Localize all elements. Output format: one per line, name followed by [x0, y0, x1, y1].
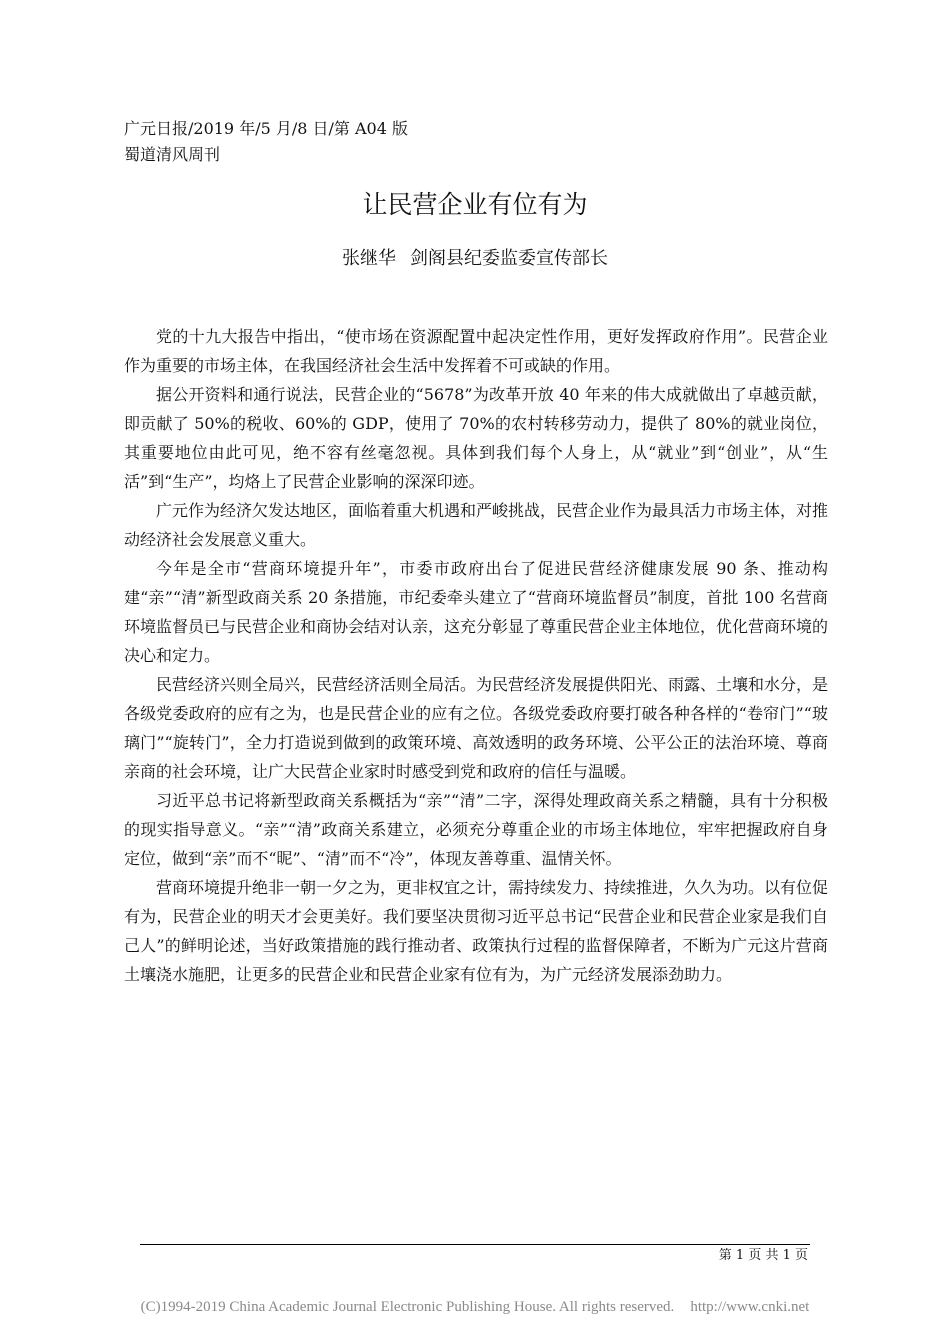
column-name: 蜀道清风周刊	[124, 145, 221, 164]
paragraph: 营商环境提升绝非一朝一夕之为，更非权宜之计，需持续发力、持续推进，久久为功。以有位促有为，民营企业的明天才会更美好。我们要坚决贯彻习近平总书记“民营企业和民营企业家是我们自己人”的鲜明论述，当好政策措施的践行推动者、政策执行过程的监督保障者，不断为广元这片营商土壤浇水施肥，让更多的民营企业和民营企业家有位有为，为广元经济发展添劲助力。	[124, 878, 829, 984]
paragraph: 今年是全市“营商环境提升年”，市委市政府出台了促进民营经济健康发展 90 条、推动构建“亲”“清”新型政商关系 20 条措施，市纪委牵头建立了“营商环境监督员”制度，首批 100 名营商环境监督员已与民营企业和商协会结对认亲，这充分彰显了尊重民营企业主体地位，优化营商环境的决心和定力。	[124, 559, 829, 665]
page-indicator: 第 1 页 共 1 页	[718, 1248, 808, 1263]
publication-source: 广元日报/2019 年/5 月/8 日/第 A04 版	[124, 119, 408, 138]
article-body	[124, 322, 828, 989]
cnki-link[interactable]: http://www.cnki.net	[690, 1299, 810, 1315]
paragraph: 党的十九大报告中指出，“使市场在资源配置中起决定性作用，更好发挥政府作用”。民营企业作为重要的市场主体，在我国经济社会生活中发挥着不可或缺的作用。	[124, 327, 828, 375]
copyright-text: (C)1994-2019 China Academic Journal Electronic Publishing House. All rights reserved.	[140, 1299, 675, 1315]
source-info	[124, 116, 408, 168]
article-title: 让民营企业有位有为	[362, 190, 588, 219]
paragraph: 民营经济兴则全局兴，民营经济活则全局活。为民营经济发展提供阳光、雨露、土壤和水分，是各级党委政府的应有之为，也是民营企业的应有之位。各级党委政府要打破各种各样的“卷帘门”“玻璃门”“旋转门”，全力打造说到做到的政策环境、高效透明的政务环境、公平公正的法治环境、尊商亲商的社会环境，让广大民营企业家时时感受到党和政府的信任与温暖。	[124, 675, 829, 781]
byline	[0, 246, 950, 272]
footer-divider	[140, 1244, 810, 1245]
paragraph: 习近平总书记将新型政商关系概括为“亲”“清”二字，深得处理政商关系之精髓，具有十分积极的现实指导意义。“亲”“清”政商关系建立，必须充分尊重企业的市场主体地位，牢牢把握政府自身定位，做到“亲”而不“昵”、“清”而不“冷”，体现友善尊重、温情关怀。	[124, 791, 828, 868]
paragraph: 广元作为经济欠发达地区，面临着重大机遇和严峻挑战，民营企业作为最具活力市场主体，对推动经济社会发展意义重大。	[124, 501, 829, 549]
author-title: 剑阁县纪委监委宣传部长	[410, 248, 608, 269]
copyright-notice	[0, 1298, 950, 1316]
paragraph: 据公开资料和通行说法，民营企业的“5678”为改革开放 40 年来的伟大成就做出了卓越贡献，即贡献了 50%的税收、60%的 GDP，使用了 70%的农村转移劳动力，提供了 80%的就业岗位，其重要地位由此可见，绝不容有丝毫忽视。具体到我们每个人身上，从“就业”到“创业”，从“生活”到“生产”，均烙上了民营企业影响的深深印迹。	[124, 385, 828, 491]
author-name: 张继华	[342, 248, 396, 269]
